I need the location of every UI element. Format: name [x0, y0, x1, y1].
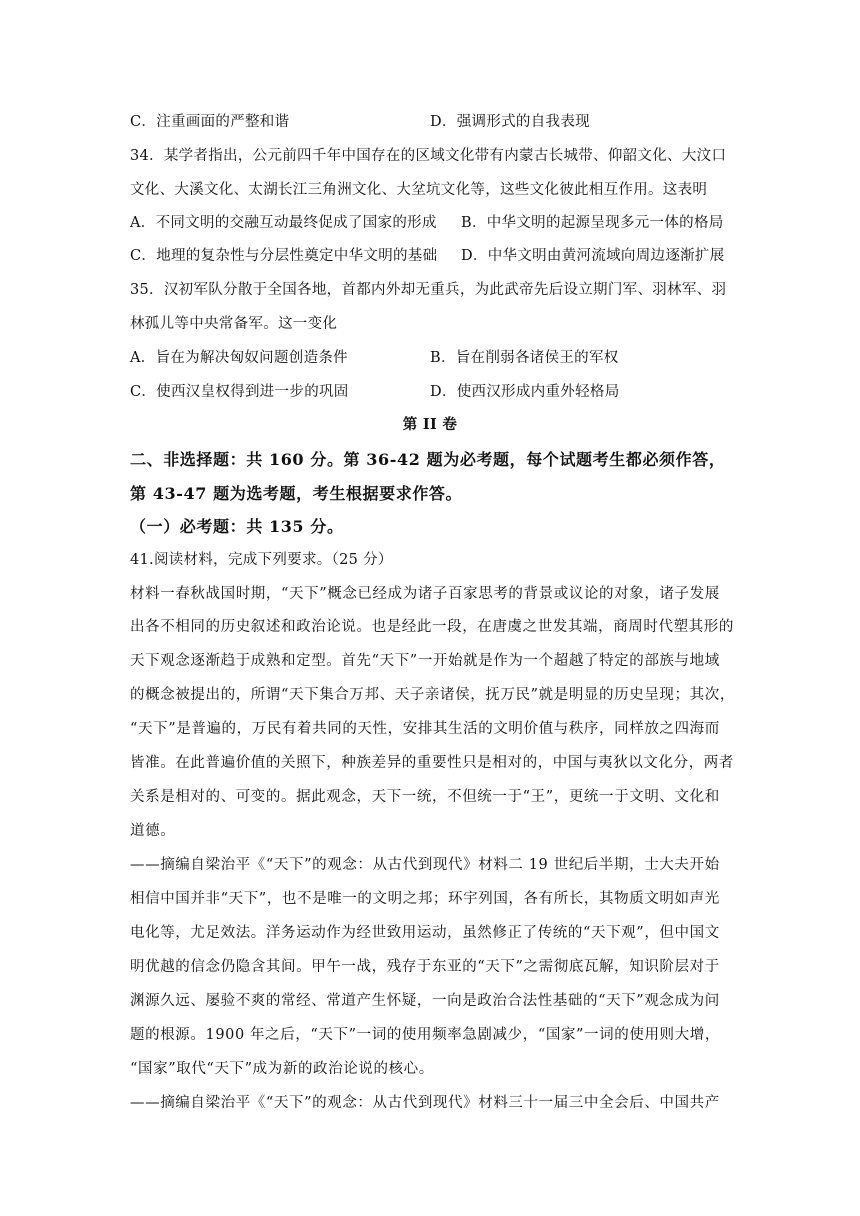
q41-material-line: 明优越的信念仍隐含其间。甲午一战，残存于东亚的“天下”之需彻底瓦解，知识阶层对于 — [130, 959, 720, 975]
q35-option-a: A．旨在为解决匈奴问题创造条件 — [130, 350, 348, 366]
q41-material-line: 道德。 — [130, 823, 176, 839]
q41-material-line: 材料一春秋战国时期，“天下”概念已经成为诸子百家思考的背景或议论的对象，诸子发展 — [130, 586, 720, 602]
q41-material-line: 出各不相同的历史叙述和政治论说。也是经此一段，在唐虞之世发其端，商周时代塑其形的 — [130, 619, 734, 635]
q41-material-line: 电化等，尤足效法。洋务运动作为经世致用运动，虽然修正了传统的“天下观”，但中国文 — [130, 925, 720, 941]
q41-material-line: “国家”取代“天下”成为新的政治论说的核心。 — [130, 1061, 434, 1077]
q35-option-b: B．旨在削弱各诸侯王的军权 — [430, 350, 619, 366]
q34-stem-line-1: 34．某学者指出，公元前四千年中国存在的区域文化带有内蒙古长城带、仰韶文化、大汶口 — [130, 148, 727, 164]
q41-title: 41.阅读材料，完成下列要求。（25 分） — [130, 552, 393, 568]
q41-material-line: 关系是相对的、可变的。据此观念，天下一统，不但统一于“王”，更统一于文明、文化和 — [130, 789, 720, 805]
q35-option-c: C．使西汉皇权得到进一步的巩固 — [130, 384, 349, 400]
q34-option-c: C．地理的复杂性与分层性奠定中华文明的基础 — [130, 248, 438, 264]
volume-title: 第 II 卷 — [402, 416, 458, 433]
section-heading-line-1: 二、非选择题：共 160 分。第 36-42 题为必考题，每个试题考生都必须作答， — [130, 450, 726, 469]
q34-option-d: D．中华文明由黄河流域向周边逐渐扩展 — [461, 248, 725, 264]
q33-option-c: C．注重画面的严整和谐 — [130, 114, 290, 130]
q35-option-d: D．使西汉形成内重外轻格局 — [430, 384, 620, 400]
q41-material-line: 相信中国并非“天下”，也不是唯一的文明之邦；环宇列国，各有所长，其物质文明如声光 — [130, 891, 720, 907]
q41-material-line: 天下观念逐渐趋于成熟和定型。首先“天下”一开始就是作为一个超越了特定的部族与地域 — [130, 653, 720, 669]
section-heading-line-2: 第 43-47 题为选考题，考生根据要求作答。 — [130, 484, 463, 503]
q41-material-line: 渊源久远、屡验不爽的常经、常道产生怀疑，一向是政治合法性基础的“天下”观念成为问 — [130, 993, 720, 1009]
q34-stem-line-2: 文化、大溪文化、太湖长江三角洲文化、大坌坑文化等，这些文化彼此相互作用。这表明 — [130, 182, 708, 198]
q35-stem-line-2: 林孤儿等中央常备军。这一变化 — [130, 316, 338, 332]
q34-option-b: B．中华文明的起源呈现多元一体的格局 — [461, 215, 724, 231]
q35-stem-line-1: 35．汉初军队分散于全国各地，首都内外却无重兵，为此武帝先后设立期门军、羽林军、羽 — [130, 282, 727, 298]
q41-material-line: 的概念被提出的，所谓“天下集合万邦、天子亲诸侯，抚万民”就是明显的历史呈现；其次， — [130, 687, 735, 703]
q41-material-line: ——摘编自梁治平《“天下”的观念：从古代到现代》材料二 19 世纪后半期，士大夫开始 — [130, 857, 720, 873]
q33-option-d: D．强调形式的自我表现 — [430, 114, 590, 130]
q41-material-line: 皆准。在此普遍价值的关照下，种族差异的重要性只是相对的，中国与夷狄以文化分，两者 — [130, 755, 734, 771]
q34-option-a: A．不同文明的交融互动最终促成了国家的形成 — [130, 215, 437, 231]
q41-material-line: ——摘编自梁治平《“天下”的观念：从古代到现代》材料三十一届三中全会后、中国共产 — [130, 1095, 720, 1111]
q41-material-line: 题的根源。1900 年之后，“天下”一词的使用频率急剧减少，“国家”一词的使用则大增， — [130, 1027, 720, 1043]
subsection-heading: （一）必考题：共 135 分。 — [130, 517, 344, 536]
q41-material-line: “天下”是普遍的，万民有着共同的天性，安排其生活的文明价值与秩序，同样放之四海而 — [130, 721, 720, 737]
